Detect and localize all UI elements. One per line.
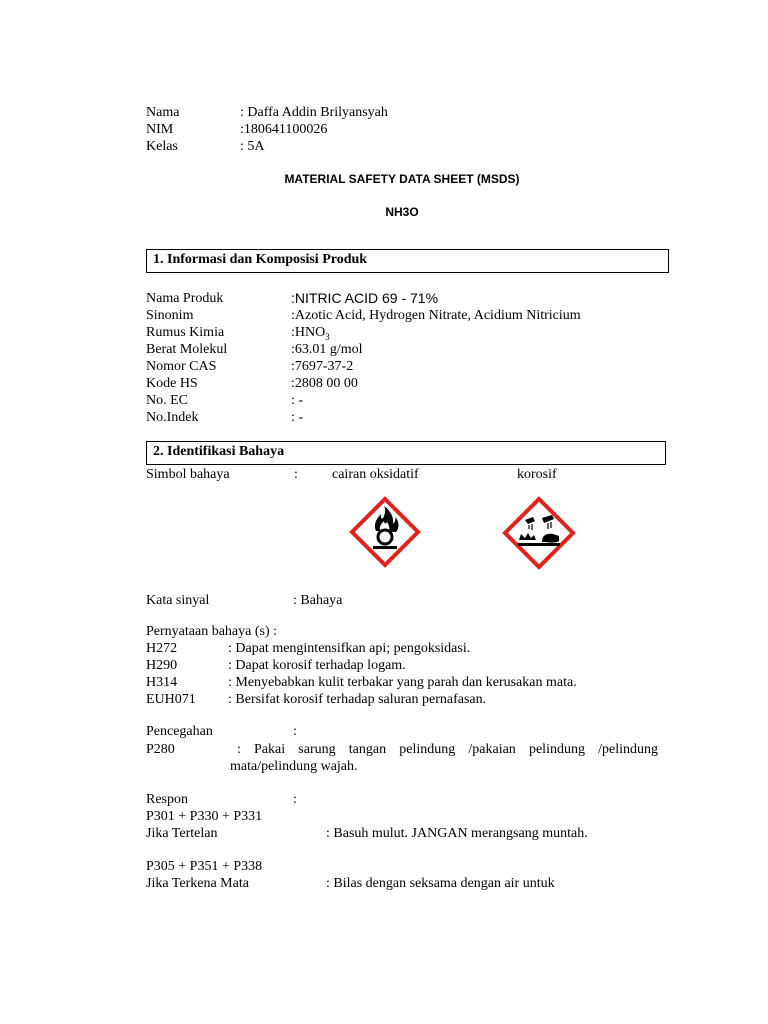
nim-label: NIM bbox=[146, 122, 174, 137]
response-code-2: P305 + P351 + P338 bbox=[146, 859, 263, 874]
p280-text: : Pakai sarung tangan pelindung /pakaian pelindung /pelindung mata/pelindung wajah. bbox=[230, 742, 658, 774]
hs-code-value: :2808 00 00 bbox=[291, 376, 358, 391]
document-title: MATERIAL SAFETY DATA SHEET (MSDS) bbox=[284, 172, 520, 186]
section-1-heading: 1. Informasi dan Komposisi Produk bbox=[146, 249, 669, 273]
hazard-symbol-oxidizing: cairan oksidatif bbox=[332, 467, 419, 482]
product-name-label: Nama Produk bbox=[146, 291, 224, 306]
document-subtitle: NH3O bbox=[385, 205, 419, 219]
signal-word-value: : Bahaya bbox=[293, 593, 343, 608]
hazard-statements-heading: Pernyataan bahaya (s) : bbox=[146, 624, 277, 639]
response-label: Respon bbox=[146, 792, 188, 807]
response-text-2: : Bilas dengan seksama dengan air untuk bbox=[326, 876, 555, 891]
nim-value: :180641100026 bbox=[240, 122, 328, 137]
hazard-text: : Dapat mengintensifkan api; pengoksidasi. bbox=[228, 641, 471, 656]
response-colon: : bbox=[293, 792, 297, 807]
hazard-code: H290 bbox=[146, 658, 178, 673]
product-name-value: :NITRIC ACID 69 - 71% bbox=[291, 290, 439, 306]
class-value: : 5A bbox=[240, 139, 265, 154]
hazard-symbol-label: Simbol bahaya bbox=[146, 467, 230, 482]
index-label: No.Indek bbox=[146, 410, 199, 425]
section-2-heading: 2. Identifikasi Bahaya bbox=[146, 441, 666, 465]
formula-subscript: 3 bbox=[325, 331, 330, 342]
name-label: Nama bbox=[146, 105, 180, 120]
corrosion-icon bbox=[502, 496, 576, 570]
formula-label: Rumus Kimia bbox=[146, 325, 225, 340]
hs-code-label: Kode HS bbox=[146, 376, 198, 391]
molecular-weight-label: Berat Molekul bbox=[146, 342, 228, 357]
formula-text: :HNO bbox=[291, 325, 326, 340]
ec-value: : - bbox=[291, 393, 304, 408]
ec-label: No. EC bbox=[146, 393, 188, 408]
hazard-symbol-colon: : bbox=[294, 467, 298, 482]
response-case-1: Jika Tertelan bbox=[146, 826, 218, 841]
response-case-2: Jika Terkena Mata bbox=[146, 876, 249, 891]
name-value: : Daffa Addin Brilyansyah bbox=[240, 105, 388, 120]
flame-over-circle-icon bbox=[349, 496, 421, 568]
cas-value: :7697-37-2 bbox=[291, 359, 354, 374]
molecular-weight-value: :63.01 g/mol bbox=[291, 342, 363, 357]
hazard-code: H314 bbox=[146, 675, 178, 690]
hazard-text: : Bersifat korosif terhadap saluran pernafasan. bbox=[228, 692, 487, 707]
response-code-1: P301 + P330 + P331 bbox=[146, 809, 263, 824]
prevention-colon: : bbox=[293, 724, 297, 739]
cas-label: Nomor CAS bbox=[146, 359, 217, 374]
hazard-code: EUH071 bbox=[146, 692, 196, 707]
prevention-label: Pencegahan bbox=[146, 724, 213, 739]
synonym-label: Sinonim bbox=[146, 308, 194, 323]
hazard-text: : Dapat korosif terhadap logam. bbox=[228, 658, 406, 673]
response-text-1: : Basuh mulut. JANGAN merangsang muntah. bbox=[326, 826, 588, 841]
p280-code: P280 bbox=[146, 742, 175, 757]
hazard-code: H272 bbox=[146, 641, 178, 656]
synonym-value: :Azotic Acid, Hydrogen Nitrate, Acidium Nitricium bbox=[291, 308, 581, 323]
index-value: : - bbox=[291, 410, 304, 425]
hazard-text: : Menyebabkan kulit terbakar yang parah dan kerusakan mata. bbox=[228, 675, 577, 690]
hazard-symbol-corrosive: korosif bbox=[517, 467, 557, 482]
class-label: Kelas bbox=[146, 139, 178, 154]
signal-word-label: Kata sinyal bbox=[146, 593, 210, 608]
